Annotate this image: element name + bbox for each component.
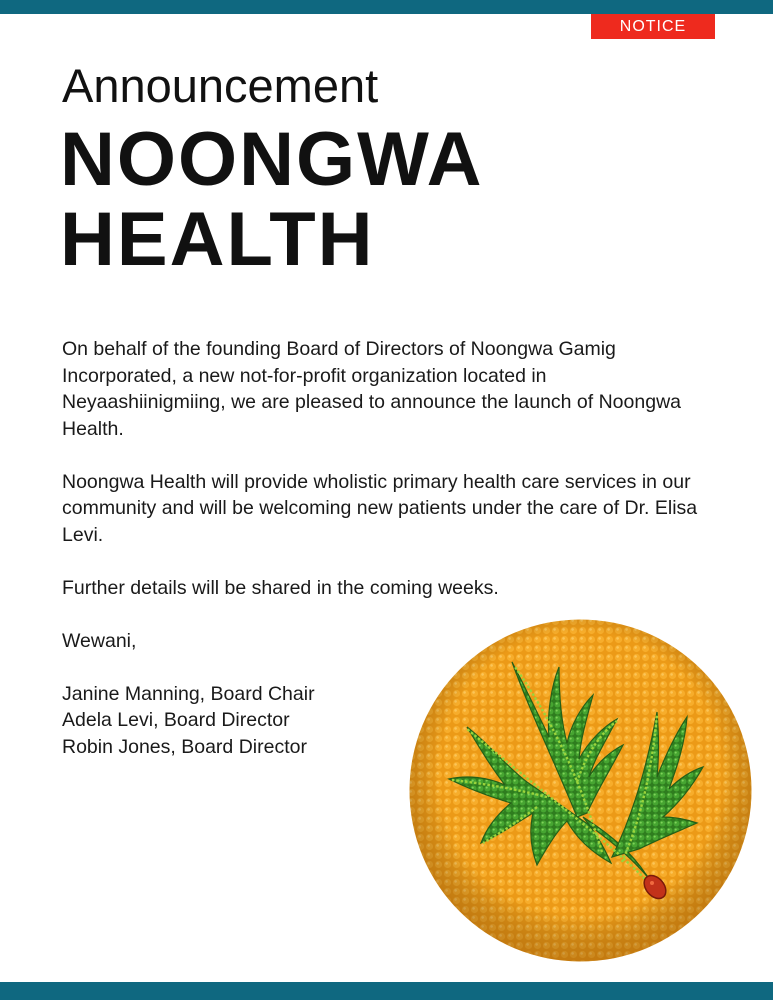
notice-badge: NOTICE xyxy=(591,14,715,39)
title-line: HEALTH xyxy=(60,197,375,282)
signatory: Janine Manning, Board Chair xyxy=(62,682,315,705)
body-paragraph: Further details will be shared in the coming weeks. xyxy=(62,576,499,599)
body-paragraph: Noongwa Health will provide wholistic primary health care services in our community and will be welcoming new patients under the care of Dr. Elisa Levi. xyxy=(62,470,698,546)
beadwork-leaf-medallion-icon xyxy=(407,617,754,964)
top-accent-bar xyxy=(0,0,773,14)
title-line: NOONGWA xyxy=(60,117,484,202)
signatory: Adela Levi, Board Director xyxy=(62,709,290,731)
bottom-accent-bar xyxy=(0,982,773,1000)
body-paragraph: On behalf of the founding Board of Directors of Noongwa Gamig Incorporated, a new not-for-profit organization located in Neyaashiinigmiing, we are pleased to announce the launch of Noongwa Health. xyxy=(62,338,681,440)
page-title xyxy=(60,117,660,282)
closing-salutation: Wewani, xyxy=(62,629,137,652)
signatory: Robin Jones, Board Director xyxy=(62,735,307,758)
announcement-kicker: Announcement xyxy=(62,59,379,112)
